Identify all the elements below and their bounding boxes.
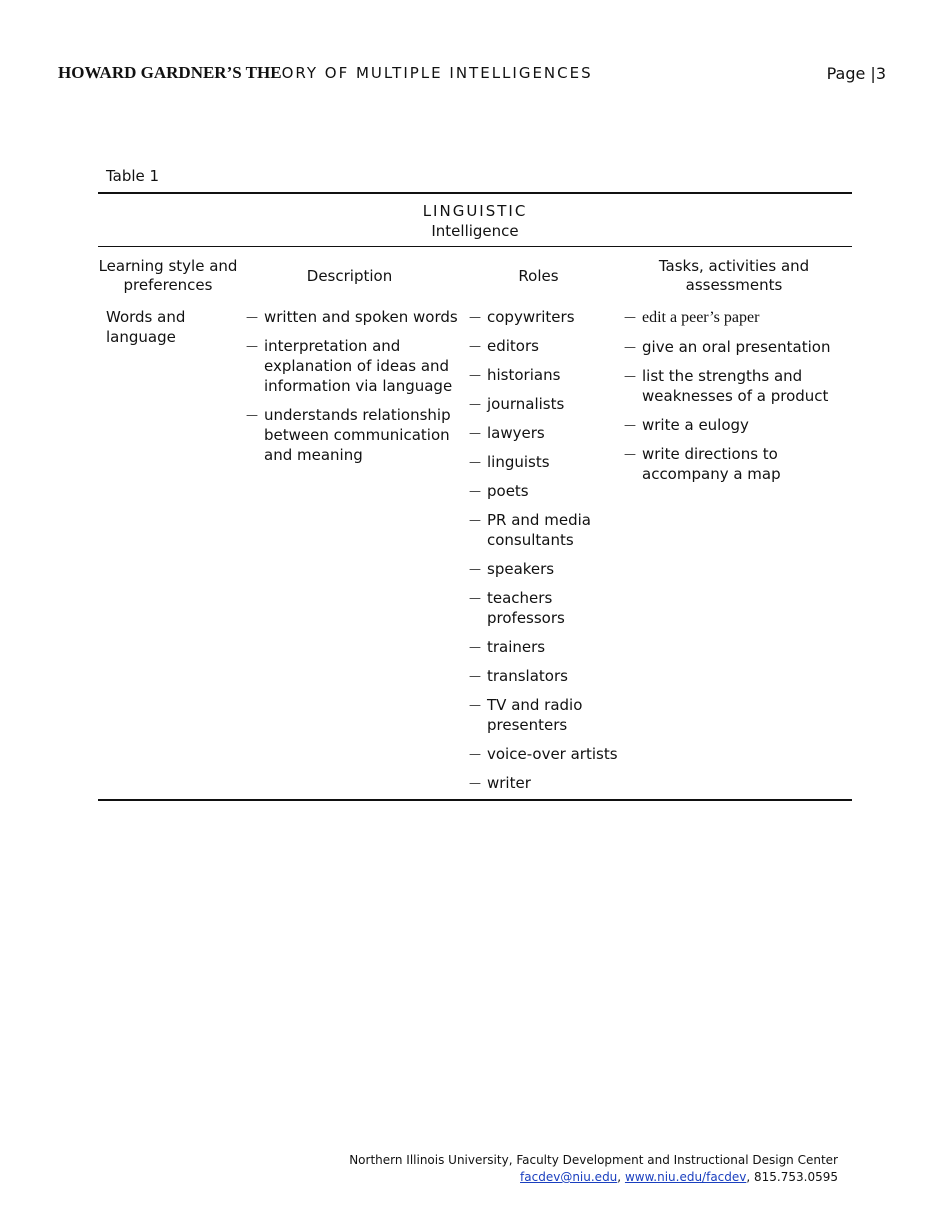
- list-item: — editors: [469, 336, 619, 356]
- email-link[interactable]: facdev@niu.edu: [520, 1170, 618, 1184]
- page-number: Page |3: [826, 64, 886, 83]
- list-item: — linguists: [469, 452, 619, 472]
- list-item: — speakers: [469, 559, 619, 579]
- tasks-list: [624, 307, 849, 493]
- column-header-tasks: Tasks, activities and assessments: [658, 257, 810, 294]
- list-item: — list the strengths and weaknesses of a product: [624, 366, 832, 406]
- table-column-headers: [98, 247, 852, 307]
- list-item: — translators: [469, 666, 619, 686]
- footer-contact: [349, 1169, 838, 1186]
- list-item: — voice-over artists: [469, 744, 619, 764]
- list-item: — written and spoken words: [246, 307, 461, 327]
- table-label: Table 1: [106, 167, 160, 185]
- list-item: — poets: [469, 481, 619, 501]
- list-item: — PR and media consultants: [469, 510, 597, 550]
- header-title-rest: ORY OF MULTIPLE INTELLIGENCES: [281, 64, 593, 82]
- column-header-roles: Roles: [518, 267, 559, 285]
- table-caption: [98, 194, 852, 246]
- list-item: — understands relationship between communication and meaning: [246, 405, 461, 465]
- footer-institution: Northern Illinois University, Faculty Development and Instructional Design Center: [349, 1153, 838, 1167]
- list-item: — copywriters: [469, 307, 619, 327]
- list-item: — trainers: [469, 637, 619, 657]
- header-title-bold: HOWARD GARDNER’S THE: [58, 63, 282, 82]
- list-item: — journalists: [469, 394, 619, 414]
- footer-phone: , 815.753.0595: [746, 1170, 838, 1184]
- footer-separator: ,: [617, 1170, 625, 1184]
- intelligence-table: [98, 192, 852, 801]
- list-item: — write directions to accompany a map: [624, 444, 802, 484]
- description-list: [246, 307, 461, 474]
- list-item: — historians: [469, 365, 619, 385]
- roles-list: [469, 307, 619, 802]
- list-item: — writer: [469, 773, 619, 793]
- column-header-learning-style: Learning style and preferences: [98, 257, 238, 294]
- task-text: edit a peer’s paper: [642, 309, 760, 326]
- page-footer: [349, 1152, 838, 1186]
- page-header-title: [58, 63, 593, 83]
- column-header-description: Description: [306, 267, 393, 285]
- caption-line-1: LINGUISTIC: [422, 202, 528, 220]
- table-body: [98, 307, 852, 799]
- learning-style-cell: Words and language: [106, 308, 186, 346]
- website-link[interactable]: www.niu.edu/facdev: [624, 1170, 747, 1184]
- list-item: — write a eulogy: [624, 415, 849, 435]
- list-item: — lawyers: [469, 423, 619, 443]
- list-item: — give an oral presentation: [624, 337, 849, 357]
- caption-line-2: Intelligence: [431, 222, 519, 240]
- list-item: — teachers professors: [469, 588, 567, 628]
- list-item: [624, 307, 849, 328]
- list-item: — TV and radio presenters: [469, 695, 587, 735]
- list-item: — interpretation and explanation of ideas and information via language: [246, 336, 461, 396]
